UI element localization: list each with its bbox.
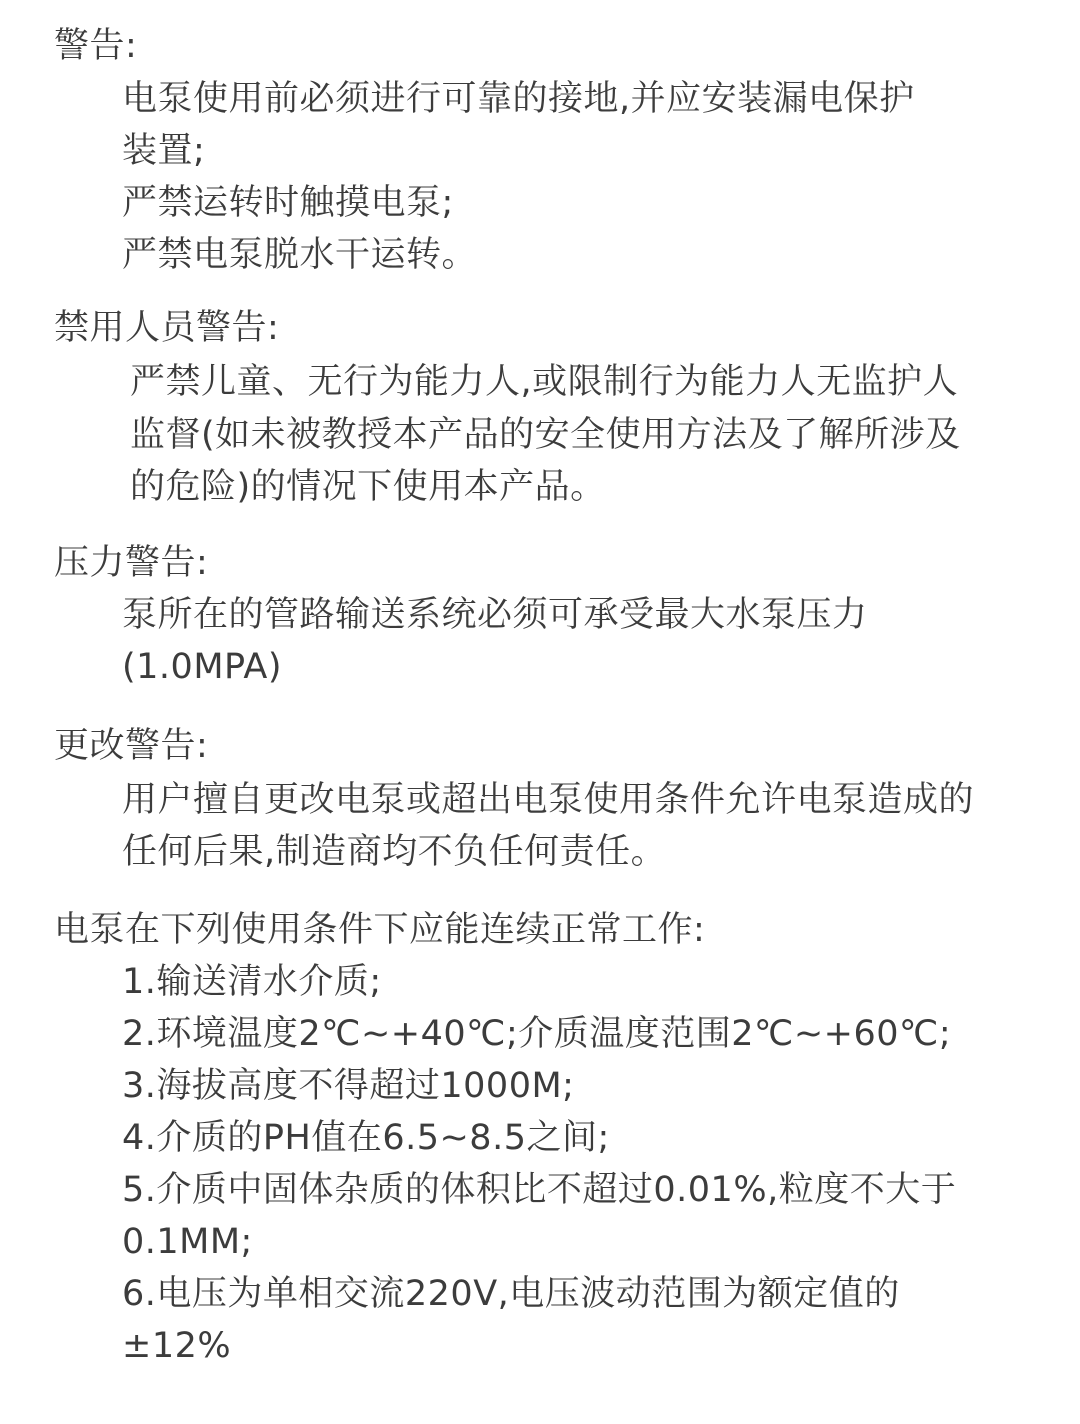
conditions-line-2: 2.环境温度2℃~+40℃;介质温度范围2℃~+60℃; — [122, 1014, 952, 1054]
conditions-line-6: 0.1MM; — [122, 1222, 253, 1262]
warning-line-4: 严禁电泵脱水干运转。 — [122, 235, 478, 275]
pressure-heading: 压力警告: — [54, 543, 209, 583]
modification-line-2: 任何后果,制造商均不负任何责任。 — [122, 832, 667, 872]
conditions-line-1: 1.输送清水介质; — [122, 962, 382, 1002]
conditions-line-8: ±12% — [122, 1326, 232, 1366]
pressure-line-1: 泵所在的管路输送系统必须可承受最大水泵压力 — [122, 595, 868, 635]
conditions-line-7: 6.电压为单相交流220V,电压波动范围为额定值的 — [122, 1274, 900, 1314]
restricted-persons-line-1: 严禁儿童、无行为能力人,或限制行为能力人无监护人 — [130, 362, 959, 402]
warning-line-1: 电泵使用前必须进行可靠的接地,并应安装漏电保护 — [122, 79, 915, 119]
modification-line-1: 用户擅自更改电泵或超出电泵使用条件允许电泵造成的 — [122, 780, 975, 820]
restricted-persons-heading: 禁用人员警告: — [54, 308, 280, 348]
conditions-line-5: 5.介质中固体杂质的体积比不超过0.01%,粒度不大于 — [122, 1170, 957, 1210]
restricted-persons-line-3: 的危险)的情况下使用本产品。 — [130, 467, 606, 507]
warning-line-3: 严禁运转时触摸电泵; — [122, 183, 454, 223]
restricted-persons-line-2: 监督(如未被教授本产品的安全使用方法及了解所涉及 — [130, 415, 961, 455]
warning-line-2: 装置; — [122, 131, 206, 171]
pressure-line-2: (1.0MPA) — [122, 647, 282, 687]
conditions-line-4: 4.介质的PH值在6.5~8.5之间; — [122, 1118, 610, 1158]
conditions-line-3: 3.海拔高度不得超过1000M; — [122, 1066, 575, 1106]
warning-heading: 警告: — [54, 26, 138, 66]
conditions-heading: 电泵在下列使用条件下应能连续正常工作: — [54, 910, 706, 950]
modification-heading: 更改警告: — [54, 726, 209, 766]
